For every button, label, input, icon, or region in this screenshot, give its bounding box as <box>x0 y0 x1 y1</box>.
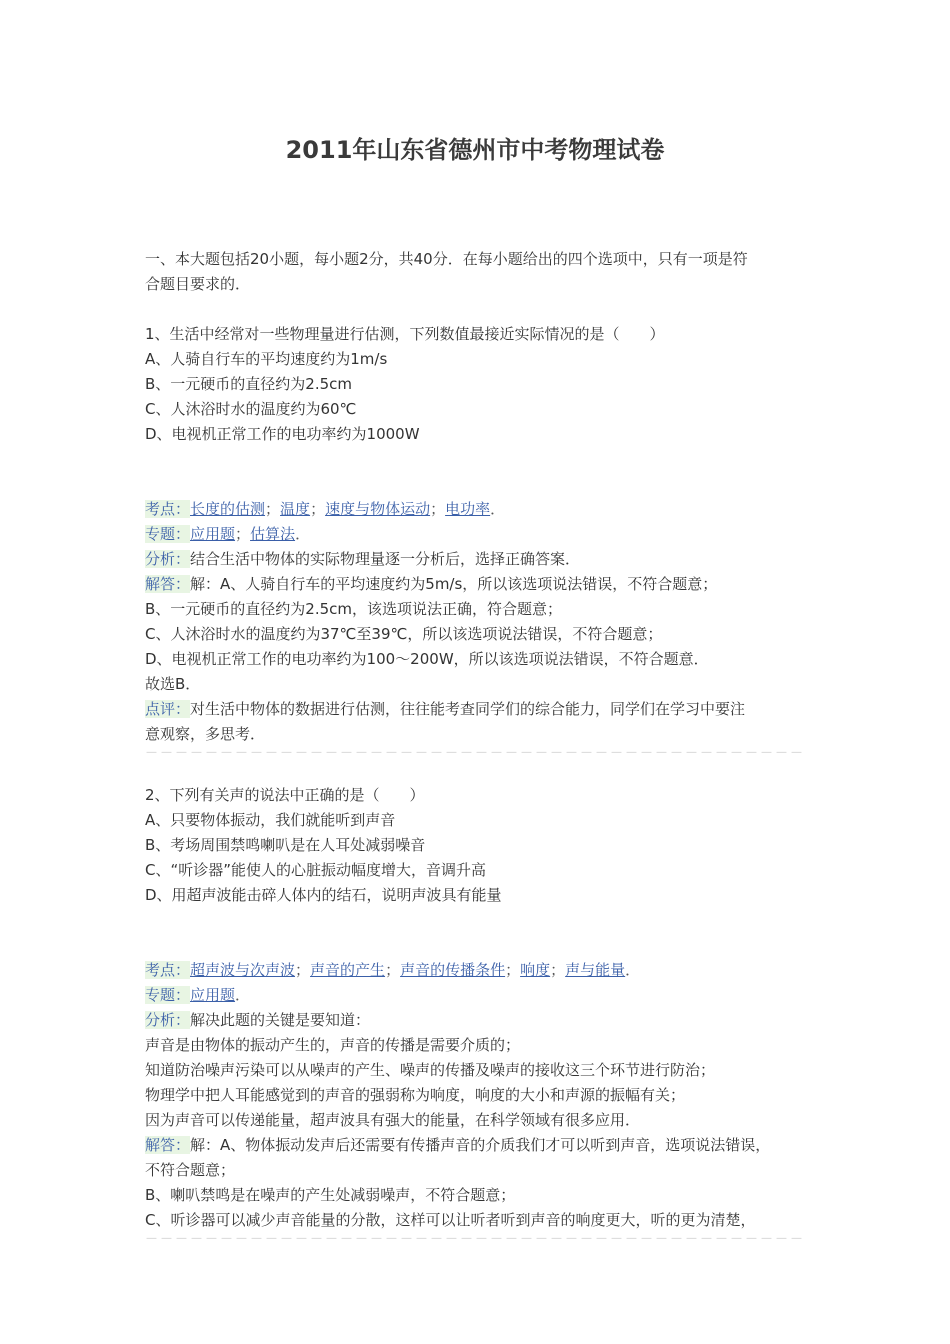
zhuanti-label: 专题： <box>145 986 191 1004</box>
knowledge-point-link[interactable]: 长度的估测 <box>190 500 266 518</box>
knowledge-point-link[interactable]: 电功率 <box>445 500 491 518</box>
section-divider: －－－－－－－－－－－－－－－－－－－－－－－－－－－－－－－－－－－－－－－－－－－－ <box>145 747 806 761</box>
question-2-option-a: A、只要物体振动，我们就能听到声音 <box>145 811 396 829</box>
knowledge-point-link[interactable]: 声音的传播条件 <box>400 961 506 979</box>
knowledge-point-link[interactable]: 响度 <box>520 961 551 979</box>
analysis-line: 物理学中把人耳能感觉到的声音的强弱称为响度，响度的大小和声源的振幅有关； <box>145 1086 686 1104</box>
question-2-stem: 2、下列有关声的说法中正确的是（ ） <box>145 786 425 804</box>
answer-line: C、人沐浴时水的温度约为37℃至39℃，所以该选项说法错误，不符合题意； <box>145 625 663 643</box>
q2-jieda <box>145 1133 820 1158</box>
q1-jieda <box>145 572 820 597</box>
knowledge-point-link[interactable]: 超声波与次声波 <box>190 961 296 979</box>
q2-zhuanti: 专题：应用题． <box>145 986 251 1004</box>
question-2-option-c: C、“听诊器”能使人的心脏振动幅度增大，音调升高 <box>145 861 487 879</box>
question-1-option-b: B、一元硬币的直径约为2.5cm <box>145 375 353 393</box>
topic-link[interactable]: 估算法 <box>250 525 296 543</box>
comment-line: 意观察，多思考． <box>145 725 266 743</box>
fenxi-label: 分析： <box>145 1011 191 1029</box>
answer-line: B、喇叭禁鸣是在噪声的产生处减弱噪声，不符合题意； <box>145 1186 516 1204</box>
q1-zhuanti: 专题：应用题；估算法． <box>145 525 311 543</box>
fenxi-label: 分析： <box>145 550 191 568</box>
section-divider: －－－－－－－－－－－－－－－－－－－－－－－－－－－－－－－－－－－－－－－－－－－－ <box>145 1233 806 1247</box>
kaodian-label: 考点： <box>145 961 191 979</box>
jieda-label: 解答： <box>145 575 191 593</box>
question-1-option-d: D、电视机正常工作的电功率约为1000W <box>145 425 420 443</box>
zhuanti-label: 专题： <box>145 525 191 543</box>
section-intro-line: 合题目要求的． <box>145 275 251 293</box>
knowledge-point-link[interactable]: 速度与物体运动 <box>325 500 431 518</box>
document-body <box>145 247 820 1247</box>
question-1-stem: 1、生活中经常对一些物理量进行估测，下列数值最接近实际情况的是（ ） <box>145 325 665 343</box>
q2-fenxi <box>145 1008 820 1033</box>
q2-kaodian: 考点：超声波与次声波；声音的产生；声音的传播条件；响度；声与能量． <box>145 961 641 979</box>
q1-kaodian: 考点：长度的估测；温度；速度与物体运动；电功率． <box>145 500 506 518</box>
question-1-option-a: A、人骑自行车的平均速度约为1m/s <box>145 350 388 368</box>
question-2-option-d: D、用超声波能击碎人体内的结石，说明声波具有能量 <box>145 886 502 904</box>
analysis-text: 解决此题的关键是要知道： <box>190 1011 371 1029</box>
comment-text: 对生活中物体的数据进行估测，往往能考查同学们的综合能力，同学们在学习中要注 <box>190 700 746 718</box>
answer-line: C、听诊器可以减少声音能量的分散，这样可以让听者听到声音的响度更大，听的更为清楚， <box>145 1211 756 1229</box>
analysis-line: 声音是由物体的振动产生的，声音的传播是需要介质的； <box>145 1036 521 1054</box>
q1-dianping <box>145 697 820 722</box>
section-intro-line: 一、本大题包括20小题，每小题2分，共40分．在每小题给出的四个选项中，只有一项是符 <box>145 250 748 268</box>
kaodian-label: 考点： <box>145 500 191 518</box>
topic-link[interactable]: 应用题 <box>190 986 236 1004</box>
analysis-line: 知道防治噪声污染可以从噪声的产生、噪声的传播及噪声的接收这三个环节进行防治； <box>145 1061 716 1079</box>
knowledge-point-link[interactable]: 温度 <box>280 500 311 518</box>
analysis-line: 因为声音可以传递能量，超声波具有强大的能量，在科学领域有很多应用． <box>145 1111 641 1129</box>
answer-line: D、电视机正常工作的电功率约为100～200W，所以该选项说法错误，不符合题意． <box>145 650 709 668</box>
topic-link[interactable]: 应用题 <box>190 525 236 543</box>
answer-text: 解：A、物体振动发声后还需要有传播声音的介质我们才可以听到声音，选项说法错误， <box>190 1136 771 1154</box>
knowledge-point-link[interactable]: 声音的产生 <box>310 961 386 979</box>
knowledge-point-link[interactable]: 声与能量 <box>565 961 626 979</box>
page-title: 2011年山东省德州市中考物理试卷 <box>285 136 665 164</box>
analysis-text: 结合生活中物体的实际物理量逐一分析后，选择正确答案． <box>190 550 581 568</box>
answer-line: 故选B． <box>145 675 201 693</box>
question-2-option-b: B、考场周围禁鸣喇叭是在人耳处减弱噪音 <box>145 836 426 854</box>
question-1-option-c: C、人沐浴时水的温度约为60℃ <box>145 400 357 418</box>
q1-fenxi <box>145 547 820 572</box>
answer-text: 解：A、人骑自行车的平均速度约为5m/s，所以该选项说法错误，不符合题意； <box>190 575 718 593</box>
answer-line: B、一元硬币的直径约为2.5cm，该选项说法正确，符合题意； <box>145 600 563 618</box>
answer-line: 不符合题意； <box>145 1161 236 1179</box>
jieda-label: 解答： <box>145 1136 191 1154</box>
dianping-label: 点评： <box>145 700 191 718</box>
